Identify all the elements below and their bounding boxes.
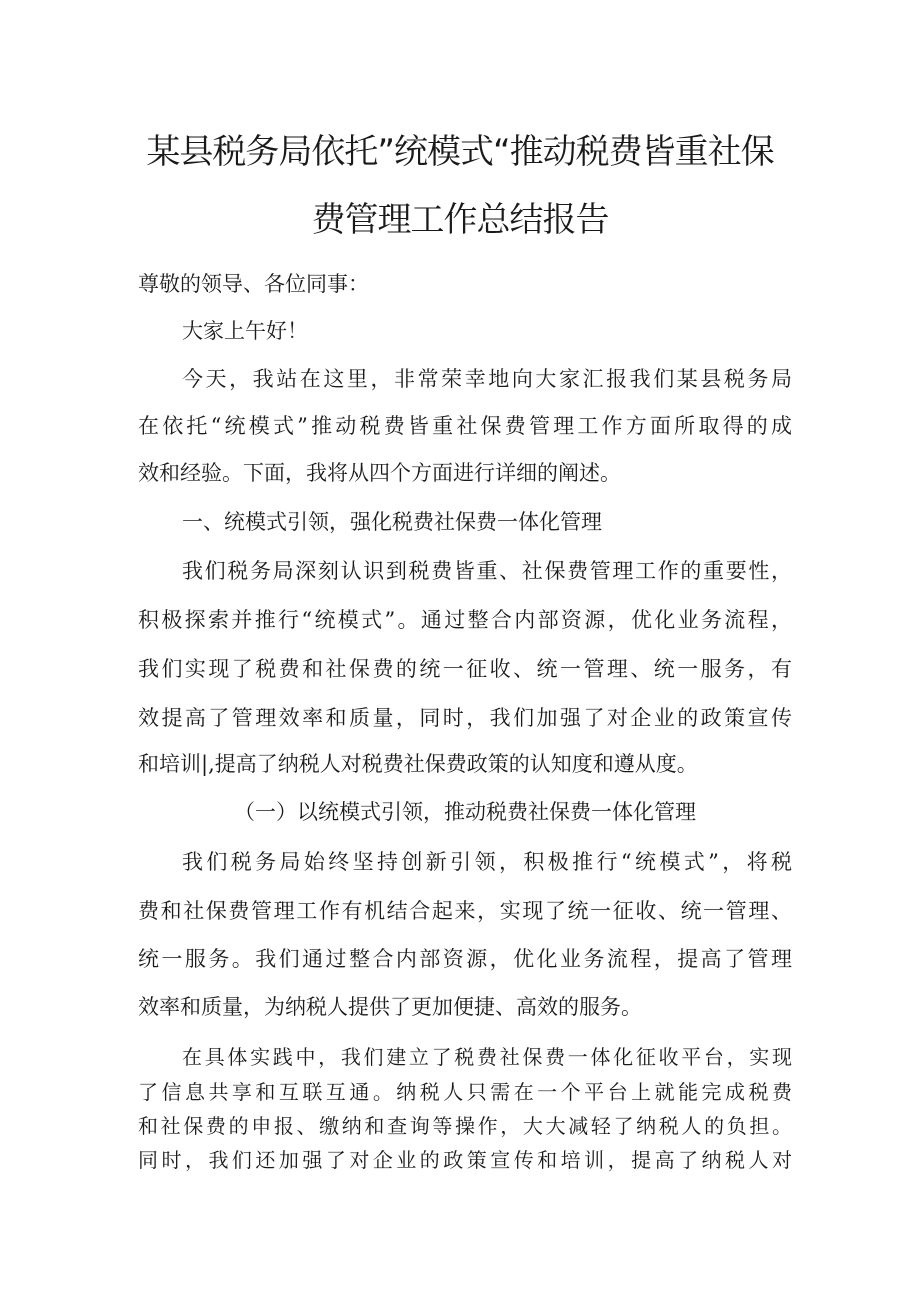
subsection-1-line: 我们税务局始终坚持创新引领，积极推行“统模式”，将税 (182, 850, 792, 874)
section-1-line: 和培训|,提高了纳税人对税费社保费政策的认知度和遵从度。 (138, 752, 698, 776)
subsection-1-heading: （一）以统模式引领，推动税费社保费一体化管理 (234, 800, 696, 824)
document-title-line-2: 费管理工作总结报告 (311, 200, 609, 240)
practice-line: 了信息共享和互联互通。纳税人只需在一个平台上就能完成税费 (138, 1080, 792, 1104)
section-1-line: 效提高了管理效率和质量，同时，我们加强了对企业的政策宣传 (138, 706, 792, 730)
intro-line: 在依托“统模式”推动税费皆重社保费管理工作方面所取得的成 (138, 414, 792, 438)
practice-line: 同时，我们还加强了对企业的政策宣传和培训，提高了纳税人对 (138, 1148, 792, 1172)
intro-line: 效和经验。下面，我将从四个方面进行详细的阐述。 (138, 461, 621, 485)
greeting: 大家上午好！ (182, 319, 308, 343)
practice-line: 和社保费的申报、缴纳和查询等操作，大大减轻了纳税人的负担。 (138, 1114, 792, 1138)
subsection-1-line: 统一服务。我们通过整合内部资源，优化业务流程，提高了管理 (138, 947, 792, 971)
intro-line: 今天，我站在这里，非常荣幸地向大家汇报我们某县税务局 (182, 367, 792, 391)
section-1-line: 积极探索并推行“统模式”。通过整合内部资源，优化业务流程， (138, 608, 792, 632)
practice-line: 在具体实践中，我们建立了税费社保费一体化征收平台，实现 (182, 1045, 792, 1069)
salutation: 尊敬的领导、各位同事： (138, 272, 369, 296)
subsection-1-line: 费和社保费管理工作有机结合起来，实现了统一征收、统一管理、 (138, 899, 792, 923)
document-title-line-1: 某县税务局依托”统模式“推动税费皆重社保 (146, 132, 774, 172)
section-1-line: 我们实现了税费和社保费的统一征收、统一管理、统一服务，有 (138, 657, 792, 681)
section-1-heading: 一、统模式引领，强化税费社保费一体化管理 (182, 510, 602, 534)
section-1-line: 我们税务局深刻认识到税费皆重、社保费管理工作的重要性， (182, 559, 792, 583)
subsection-1-line: 效率和质量，为纳税人提供了更加便捷、高效的服务。 (138, 995, 642, 1019)
